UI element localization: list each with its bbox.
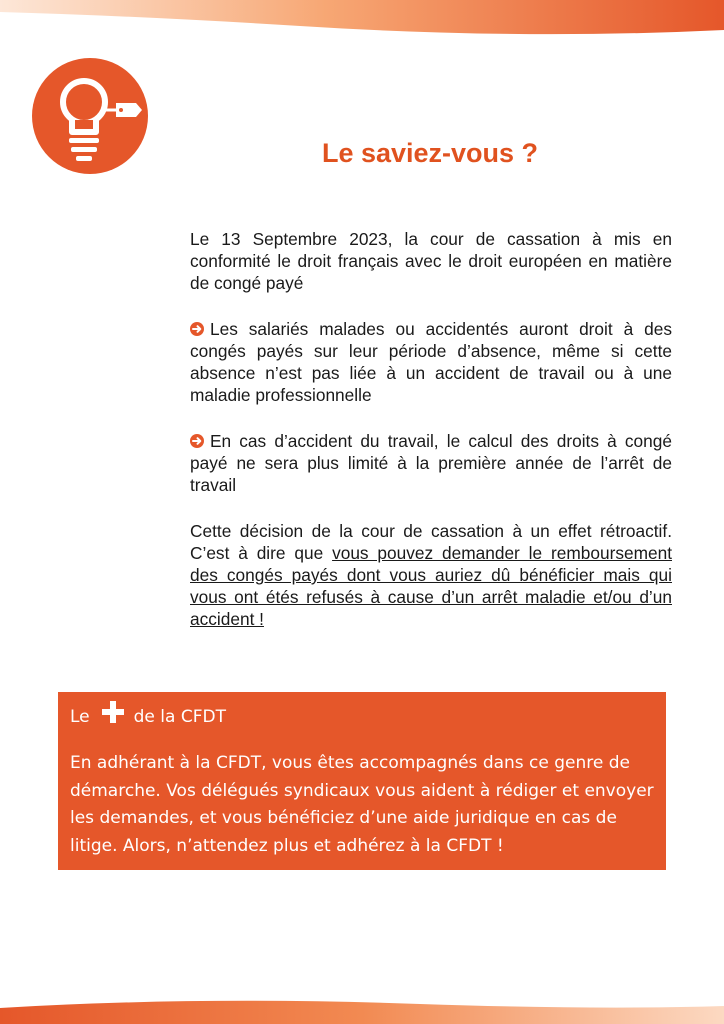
heading-suffix: de la CFDT — [133, 707, 226, 727]
lightbulb-icon — [32, 58, 148, 174]
bullet-paragraph-2 — [190, 430, 672, 496]
cfdt-box-heading — [70, 702, 654, 732]
cfdt-info-box — [58, 692, 666, 870]
conclusion-paragraph — [190, 520, 672, 630]
arrow-right-circle-icon — [190, 434, 204, 448]
bottom-decorative-band — [0, 994, 724, 1024]
conclusion-text: Cette décision de la cour de cassation à un effet rétroactif. C’est à dire que — [190, 521, 672, 563]
cfdt-box-text: En adhérant à la CFDT, vous êtes accompagnés dans ce genre de démarche. Vos délégués syndicaux vous aident à rédiger et envoyer les demandes, et vous bénéficiez d’une aide juridique en cas de litige. Alors, n’attendez plus et adhérez à la CFDT ! — [70, 753, 654, 856]
bullet-text-2: En cas d’accident du travail, le calcul des droits à congé payé ne sera plus limité à la première année de l’arrêt de travail — [190, 431, 672, 495]
lightbulb-logo — [32, 58, 148, 174]
intro-paragraph: Le 13 Septembre 2023, la cour de cassation à mis en conformité le droit français avec le droit européen en matière de congé payé — [190, 229, 672, 293]
arrow-right-circle-icon — [190, 322, 204, 336]
article-body — [190, 228, 672, 654]
conclusion-underlined-text: vous pouvez demander le remboursement des congés payés dont vous auriez dû bénéficier mais qui vous ont étés refusés à cause d’un arrêt maladie et/ou d’un accident ! — [190, 543, 672, 629]
bullet-text-1: Les salariés malades ou accidentés auront droit à des congés payés sur leur période d’absence, même si cette absence n’est pas liée à un accident de travail ou à une maladie professionnelle — [190, 319, 672, 405]
top-decorative-band — [0, 0, 724, 40]
bullet-paragraph-1 — [190, 318, 672, 406]
plus-icon — [102, 701, 124, 728]
heading-prefix: Le — [70, 707, 90, 727]
page-title: Le saviez-vous ? — [321, 138, 539, 168]
